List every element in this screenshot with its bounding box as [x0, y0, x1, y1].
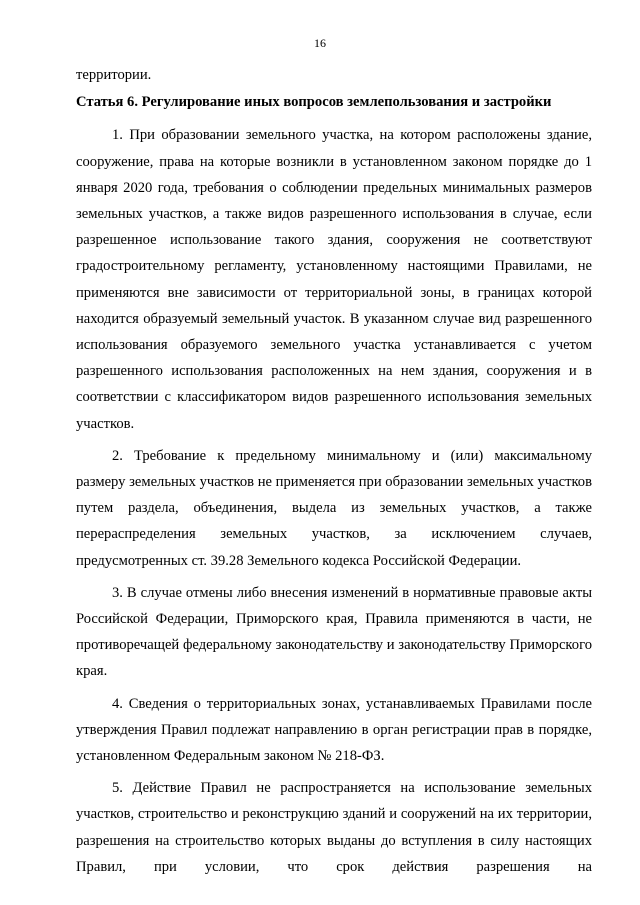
article-heading: Статья 6. Регулирование иных вопросов землепользования и застройки [76, 94, 552, 111]
page-number: 16 [314, 36, 326, 50]
paragraph-5: 5. Действие Правил не распространяется на использование земельных участков, строительство и реконструкцию зданий и сооружений на их территории, разрешения на строительство которых выданы до вступления в силу настоящих Правил, при условии, что срок действия разрешения на [76, 780, 592, 875]
paragraph-1: 1. При образовании земельного участка, на котором расположены здание, сооружение, права на которые возникли в установленном законом порядке до 1 января 2020 года, требования о соблюдении предельных минимальных размеров земельных участков, а также видов разрешенного использования в случае, если разрешенное использование такого здания, сооружения не соответствуют градостроительному регламенту, установленному настоящими Правилами, не применяются вне зависимости от территориальной зоны, в границах которой находится образуемый земельный участок. В указанном случае вид разрешенного использования образуемого земельного участка устанавливается с учетом разрешенного использования расположенных на нем здания, сооружения и в соответствии с классификатором видов разрешенного использования земельных участков. [76, 127, 592, 432]
continuation-text: территории. [76, 67, 152, 83]
paragraph-3: 3. В случае отмены либо внесения изменений в нормативные правовые акты Российской Федерации, Приморского края, Правила применяются в части, не противоречащей федеральному законодательству и законодательству Приморского края. [76, 584, 592, 680]
document-body [76, 62, 592, 880]
paragraph-2: 2. Требование к предельному минимальному и (или) максимальному размеру земельных участков не применяется при образовании земельных участков путем раздела, объединения, выдела из земельных участков, а также перераспределения земельных участков, за исключением случаев, предусмотренных ст. 39.28 Земельного кодекса Российской Федерации. [76, 447, 592, 569]
paragraph-4: 4. Сведения о территориальных зонах, устанавливаемых Правилами после утверждения Правил подлежат направлению в орган регистрации прав в порядке, установленном Федеральным законом № 218-ФЗ. [76, 695, 592, 765]
